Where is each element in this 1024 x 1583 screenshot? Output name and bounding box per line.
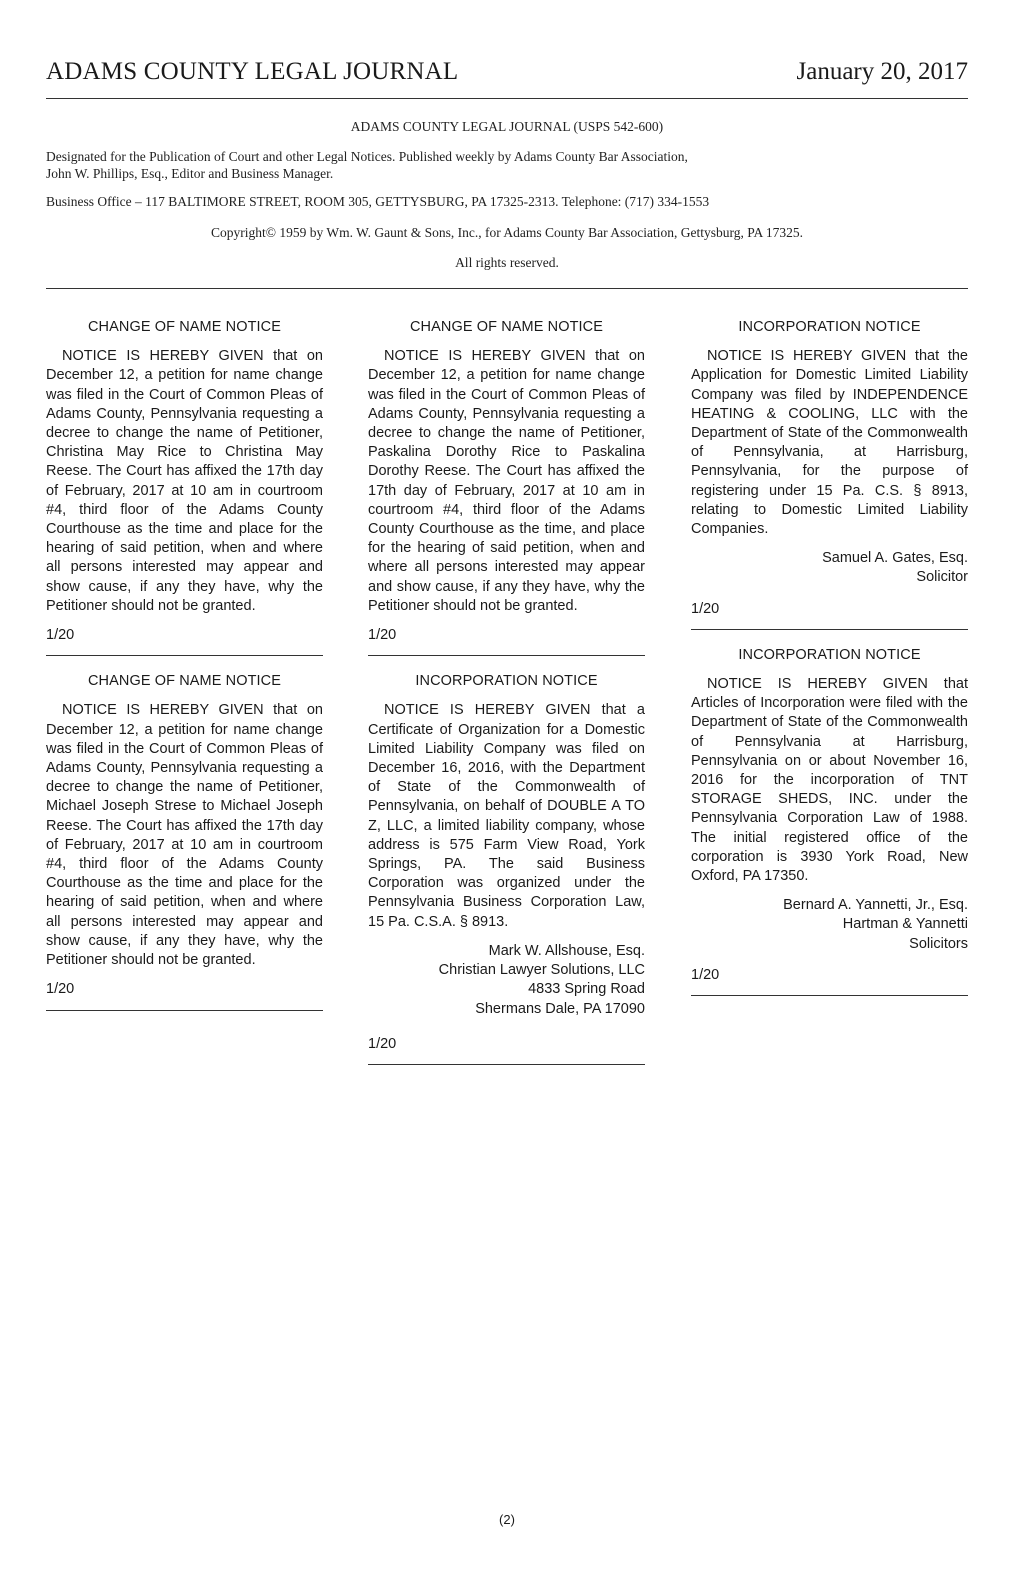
masthead-business-office: Business Office – 117 BALTIMORE STREET, ROOM 305, GETTYSBURG, PA 17325-2313. Telephone: (717) 334-1553 [46, 194, 710, 209]
masthead-designation [46, 148, 968, 182]
notice-change-of-name-strese [46, 672, 323, 1010]
notice-body: NOTICE IS HEREBY GIVEN that on December 12, a petition for name change was filed in the Court of Common Pleas of Adams County, Pennsylvania requesting a decree to change the name of Petitioner, Michael Joseph Strese to Michael Joseph Reese. The Court has affixed the 17th day of February, 2017 at 10 am in courtroom #4, third floor of the Adams County Courthouse as the time and place for the hearing of said petition, when and where all persons interested may appear and show cause, if any they have, why the Petitioner should not be granted. [46, 702, 323, 969]
notice-divider [46, 1010, 323, 1011]
notice-date: 1/20 [691, 600, 720, 617]
page-number: (2) [499, 1512, 515, 1527]
notice-divider [368, 1064, 645, 1065]
column-right [691, 318, 968, 1012]
journal-page [46, 0, 968, 1583]
notice-divider [368, 655, 645, 656]
notice-change-of-name-rice [46, 318, 323, 656]
notice-incorporation-independence-heating [691, 318, 968, 630]
page-header [46, 58, 968, 99]
notice-incorporation-tnt-storage-sheds [691, 646, 968, 996]
notice-title: INCORPORATION NOTICE [415, 673, 598, 690]
signature-line: Bernard A. Yannetti, Jr., Esq. [783, 897, 968, 914]
notice-body: NOTICE IS HEREBY GIVEN that Articles of Incorporation were filed with the Department of State of the Commonwealth of Pennsylvania at Harrisburg, Pennsylvania on or about November 16, 2016 for the incorporation of TNT STORAGE SHEDS, INC. under the Pennsylvania Corporation Law of 1988. The initial registered office of the corporation is 3930 York Road, New Oxford, PA 17350. [691, 676, 968, 885]
notice-body: NOTICE IS HEREBY GIVEN that a Certificate of Organization for a Domestic Limited Liability Company was filed on December 16, 2016, with the Department of State of the Commonwealth of Pennsylvania, on behalf of DOUBLE A TO Z, LLC, a limited liability company, whose address is 575 Farm View Road, York Springs, PA. The said Business Corporation was organized under the Pennsylvania Business Corporation Law, 15 Pa. C.S.A. § 8913. [368, 702, 645, 930]
notice-date: 1/20 [691, 966, 720, 983]
designation-line-2: John W. Phillips, Esq., Editor and Business Manager. [46, 166, 334, 181]
notice-date: 1/20 [46, 981, 75, 998]
signature-line: Shermans Dale, PA 17090 [475, 1000, 645, 1017]
issue-date: January 20, 2017 [796, 58, 968, 85]
notice-change-of-name-paskalina [368, 318, 645, 656]
notice-date: 1/20 [368, 1035, 397, 1052]
notice-title: INCORPORATION NOTICE [738, 319, 921, 335]
notice-date: 1/20 [46, 627, 75, 644]
notice-title: CHANGE OF NAME NOTICE [409, 319, 604, 335]
signature-line: Christian Lawyer Solutions, LLC [438, 962, 645, 979]
column-left [46, 318, 323, 1027]
notice-signature [691, 896, 968, 954]
notice-title: CHANGE OF NAME NOTICE [87, 319, 282, 335]
notice-title: INCORPORATION NOTICE [738, 646, 921, 663]
notice-body: NOTICE IS HEREBY GIVEN that on December 12, a petition for name change was filed in the Court of Common Pleas of Adams County, Pennsylvania requesting a decree to change the name of Petitioner, Christina May Rice to Christina May Reese. The Court has affixed the 17th day of February, 2017 at 10 am in courtroom #4, third floor of the Adams County Courthouse as the time and place for the hearing of said petition, when and where all persons interested may appear and show cause, if any they have, why the Petitioner should not be granted. [46, 348, 323, 614]
notice-signature [691, 549, 968, 587]
notice-body: NOTICE IS HEREBY GIVEN that the Application for Domestic Limited Liability Company was filed by INDEPENDENCE HEATING & COOLING, LLC with the Department of State of the Commonwealth of Pennsylvania, at Harrisburg, Pennsylvania, for the purpose of registering under 15 Pa. C.S. § 8913, relating to Domestic Limited Liability Companies. [691, 348, 968, 538]
signature-line: Solicitors [909, 935, 968, 952]
signature-line: Mark W. Allshouse, Esq. [488, 942, 645, 959]
signature-line: Hartman & Yannetti [842, 916, 968, 933]
notice-divider [46, 655, 323, 656]
notice-divider [691, 995, 968, 996]
signature-line: Samuel A. Gates, Esq. [822, 550, 968, 567]
column-middle [368, 318, 645, 1081]
notice-signature [368, 942, 645, 1019]
masthead-title: ADAMS COUNTY LEGAL JOURNAL (USPS 542-600) [350, 119, 664, 134]
designation-line-1: Designated for the Publication of Court and other Legal Notices. Published weekly by Adams County Bar Association, [46, 149, 688, 164]
notice-incorporation-double-a-to-z [368, 672, 645, 1065]
notice-title: CHANGE OF NAME NOTICE [87, 673, 282, 690]
masthead-rights: All rights reserved. [455, 255, 559, 270]
journal-name: ADAMS COUNTY LEGAL JOURNAL [46, 58, 459, 85]
signature-line: Solicitor [916, 569, 968, 586]
masthead-copyright: Copyright© 1959 by Wm. W. Gaunt & Sons, Inc., for Adams County Bar Association, Gettysburg, PA 17325. [210, 225, 804, 240]
masthead-divider [46, 288, 968, 289]
notice-divider [691, 629, 968, 630]
notice-body: NOTICE IS HEREBY GIVEN that on December 12, a petition for name change was filed in the Court of Common Pleas of Adams County, Pennsylvania requesting a decree to change the name of Petitioner, Paskalina Dorothy Rice to Paskalina Dorothy Reese. The Court has affixed the 17th day of February, 2017 at 10 am in courtroom #4, third floor of the Adams County Courthouse as the time, and place for the hearing of said petition, when and where all persons interested may appear and show cause, if any they have, why the Petitioner should not be granted. [368, 348, 645, 614]
notice-date: 1/20 [368, 627, 397, 644]
signature-line: 4833 Spring Road [528, 981, 645, 998]
